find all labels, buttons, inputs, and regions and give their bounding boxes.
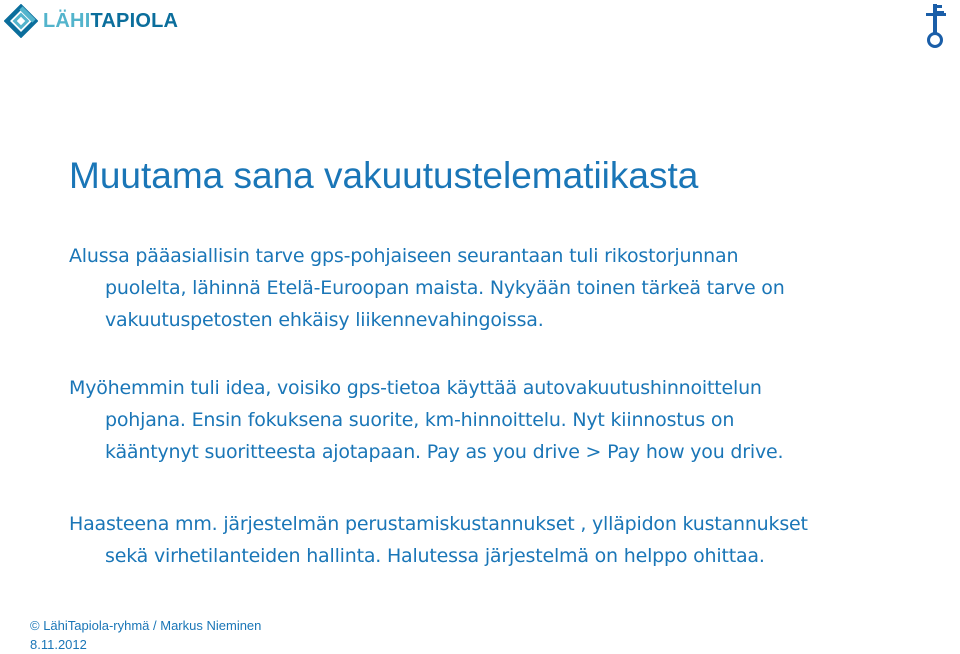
company-logo xyxy=(4,4,178,38)
paragraph-line: Haasteena mm. järjestelmän perustamiskustannukset , ylläpidon kustannukset xyxy=(69,513,808,535)
logo-wordmark-tapiola: TAPIOLA xyxy=(90,10,179,32)
footer-date: 8.11.2012 xyxy=(30,637,87,652)
paragraph-line: puolelta, lähinnä Etelä-Euroopan maista. Nykyään toinen tärkeä tarve on xyxy=(105,277,785,299)
lahitapiola-diamond-logo-icon xyxy=(4,4,38,38)
paragraph-line: Alussa pääasiallisin tarve gps-pohjaiseen seurantaan tuli rikostorjunnan xyxy=(69,245,739,267)
footer-copyright: © LähiTapiola-ryhmä / Markus Nieminen xyxy=(30,618,262,633)
logo-wordmark xyxy=(43,4,178,38)
paragraph-line: pohjana. Ensin fokuksena suorite, km-hinnoittelu. Nyt kiinnostus on xyxy=(105,409,735,431)
paragraph-insurance-pricing xyxy=(69,372,929,468)
paragraph-challenges xyxy=(69,508,929,572)
slide-footer xyxy=(30,616,261,654)
slide-title: Muutama sana vakuutustelematiikasta xyxy=(69,155,699,196)
paragraph-gps-tracking xyxy=(69,240,929,336)
paragraph-line: kääntynyt suoritteesta ajotapaan. Pay as you drive > Pay how you drive. xyxy=(105,441,784,463)
logo-wordmark-lahi: LÄHI xyxy=(43,10,91,32)
paragraph-line: sekä virhetilanteiden hallinta. Halutessa järjestelmä on helppo ohittaa. xyxy=(105,545,765,567)
paragraph-line: vakuutuspetosten ehkäisy liikennevahingoissa. xyxy=(105,309,544,331)
paragraph-line: Myöhemmin tuli idea, voisiko gps-tietoa käyttää autovakuutushinnoittelun xyxy=(69,377,762,399)
finnish-flag-key-icon xyxy=(920,2,952,48)
